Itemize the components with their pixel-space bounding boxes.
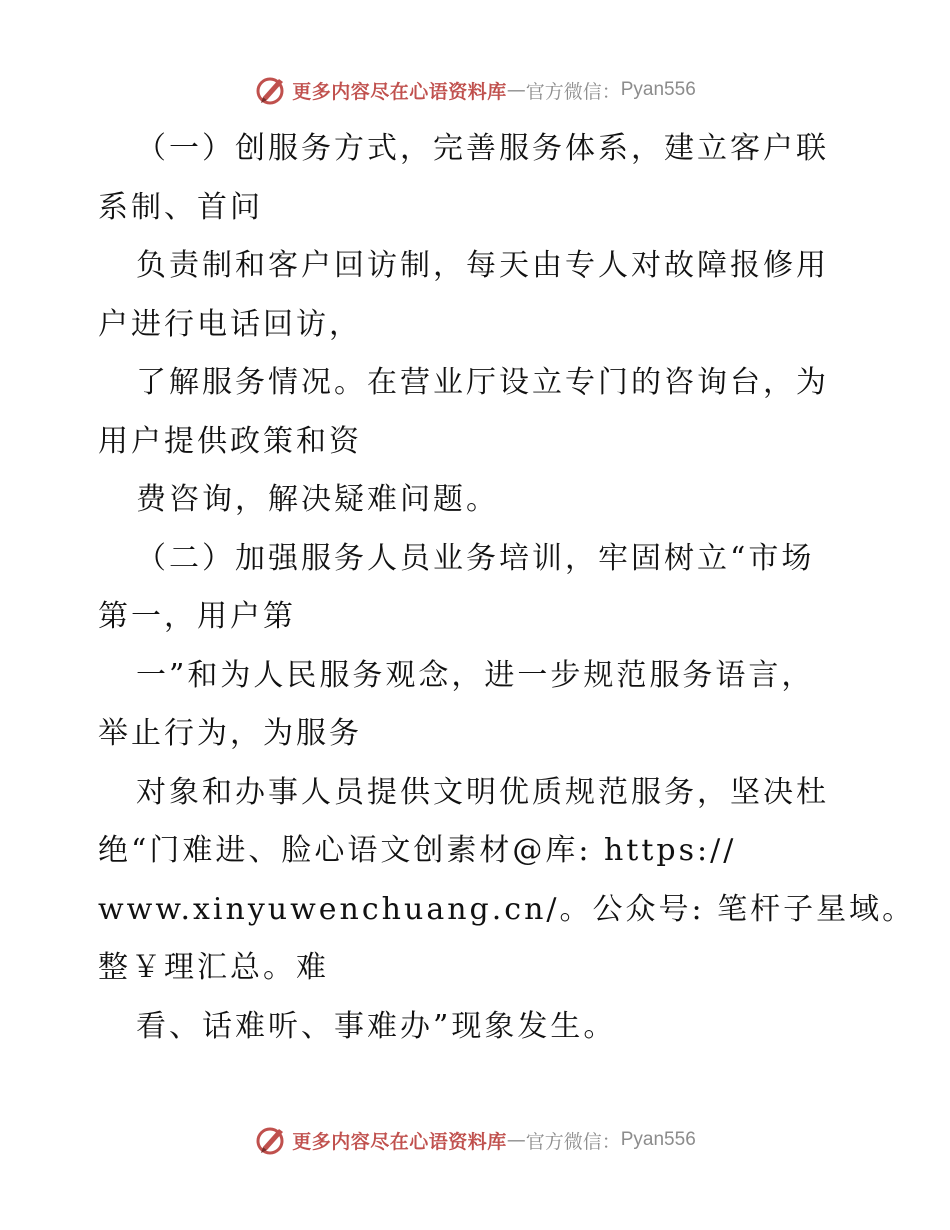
text-line: （二）加强服务人员业务培训，牢固树立“市场 — [136, 540, 815, 576]
footer-brand-text: 更多内容尽在心语资料库 — [292, 1130, 507, 1153]
text-line: 负责制和客户回访制，每天由专人对故障报修用 — [136, 248, 829, 283]
text-line: www.xinyuwenchuang.cn/。公众号: 笔杆子星域。 — [98, 891, 916, 927]
brand-logo-icon — [254, 73, 288, 107]
footer-watermark — [0, 1120, 950, 1160]
header-dash: — — [506, 79, 526, 101]
text-line: 第一，用户第 — [98, 599, 296, 634]
text-line: 系制、首问 — [98, 189, 263, 225]
text-line: 看、话难听、事难办”现象发生。 — [136, 1008, 617, 1044]
brand-logo-icon — [254, 1123, 288, 1157]
header-brand-text: 更多内容尽在心语资料库 — [292, 80, 507, 103]
text-line: 整￥理汇总。难 — [98, 950, 329, 985]
text-line: 一”和为人民服务观念，进一步规范服务语言， — [136, 657, 815, 693]
header-watermark — [0, 70, 950, 110]
text-line: 户进行电话回访， — [98, 306, 362, 342]
text-line: 对象和办事人员提供文明优质规范服务，坚决杜 — [136, 774, 829, 810]
text-line: （一）创服务方式，完善服务体系，建立客户联 — [136, 131, 829, 166]
document-body — [98, 120, 916, 1056]
footer-dash: — — [506, 1129, 526, 1151]
text-line: 绝“门难进、脸心语文创素材@库: https:// — [98, 833, 737, 868]
text-line: 费咨询，解决疑难问题。 — [136, 482, 499, 517]
text-line: 了解服务情况。在营业厅设立专门的咨询台，为 — [136, 365, 829, 400]
text-line: 用户提供政策和资 — [98, 423, 362, 459]
footer-wechat-label: 官方微信： — [525, 1130, 621, 1153]
footer-wechat-id: Pyan556 — [620, 1129, 696, 1150]
text-line: 举止行为，为服务 — [98, 716, 362, 751]
header-wechat-label: 官方微信： — [525, 80, 621, 103]
header-wechat-id: Pyan556 — [620, 79, 696, 100]
